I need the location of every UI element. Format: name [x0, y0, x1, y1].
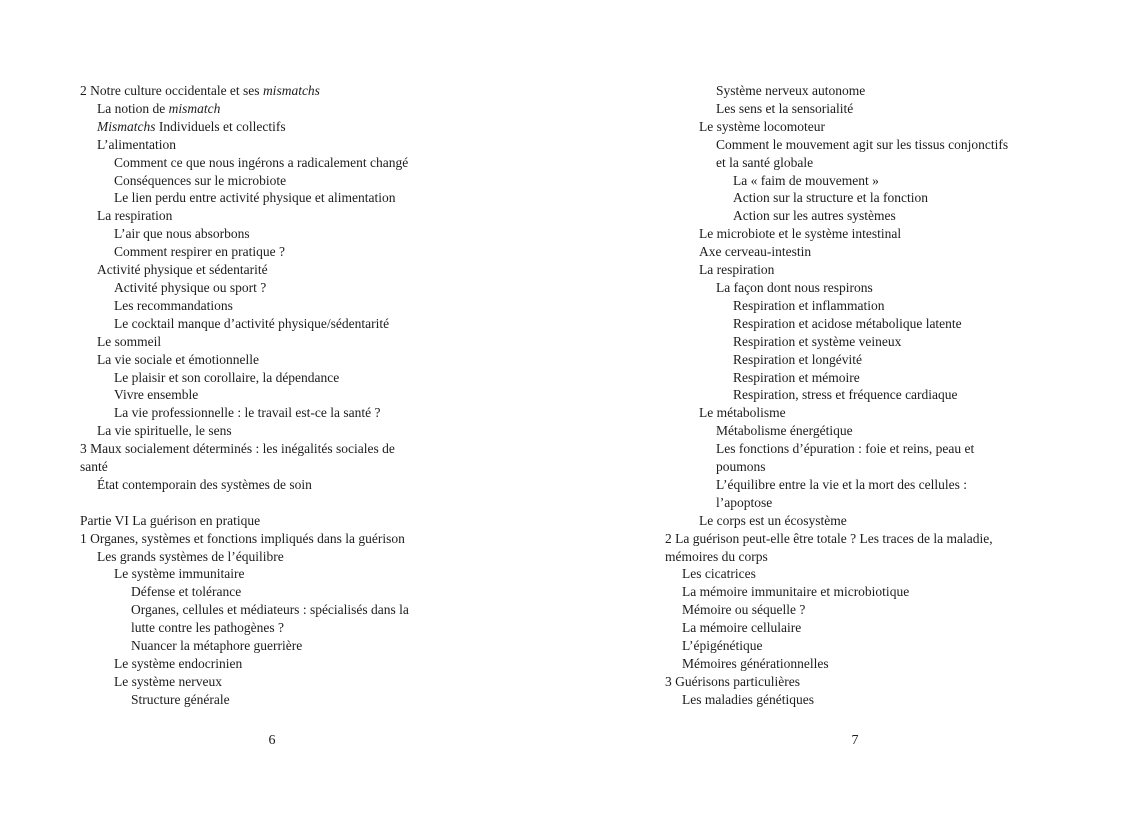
- toc-entry: [80, 386, 425, 404]
- page-number: 6: [268, 733, 276, 748]
- toc-entry: [665, 333, 1010, 351]
- toc-entry: [665, 351, 1010, 369]
- toc-entry-text: Comment respirer en pratique ?: [114, 244, 285, 260]
- toc-entry-text: 3 Guérisons particulières: [665, 673, 800, 689]
- toc-entry-italic: mismatch: [168, 100, 221, 116]
- toc-entry: [80, 154, 425, 172]
- toc-entry-text: La vie professionnelle : le travail est-ce la santé ?: [114, 405, 381, 421]
- toc-entry: [80, 100, 425, 118]
- toc-entry: [665, 512, 1010, 530]
- toc-entry-text: Défense et tolérance: [131, 584, 242, 600]
- toc-entry: [80, 189, 425, 207]
- toc-entry: [665, 691, 1010, 709]
- toc-entry-text: Nuancer la métaphore guerrière: [131, 638, 303, 654]
- toc-entry: [80, 530, 425, 548]
- toc-entry-text: Comment le mouvement agit sur les tissus conjonctifs et la santé globale: [716, 136, 1009, 170]
- toc-entry-text: Les cicatrices: [682, 566, 756, 582]
- toc-entry: [80, 673, 425, 691]
- toc-entry: [80, 172, 425, 190]
- toc-entry-text: L’alimentation: [97, 136, 176, 152]
- toc-entry: [80, 261, 425, 279]
- toc-entry-text: Respiration et longévité: [733, 351, 862, 367]
- toc-entry: [80, 136, 425, 154]
- toc-entry-text: La mémoire immunitaire et microbiotique: [682, 584, 910, 600]
- toc-entry-text: Vivre ensemble: [114, 387, 199, 403]
- toc-entry-text: 1 Organes, systèmes et fonctions impliqués dans la guérison: [80, 530, 405, 546]
- toc-entry-text: Mémoires générationnelles: [682, 656, 829, 671]
- toc-entry: [665, 565, 1010, 583]
- toc-entry: [665, 530, 1010, 566]
- toc-entry-text: Le corps est un écosystème: [699, 512, 847, 528]
- toc-entry: [80, 440, 425, 476]
- toc-entry-text: Action sur les autres systèmes: [733, 208, 896, 224]
- toc-entry-text: Comment ce que nous ingérons a radicalement changé: [114, 154, 409, 170]
- toc-entry-text: La « faim de mouvement »: [733, 172, 879, 188]
- toc-entry-text: Structure générale: [131, 691, 230, 707]
- toc-entry-text: Les maladies génétiques: [682, 691, 814, 707]
- toc-entry-text: Respiration et acidose métabolique latente: [733, 315, 962, 331]
- toc-entry-text: Respiration et mémoire: [733, 369, 860, 385]
- toc-entry: [665, 225, 1010, 243]
- toc-entry: [80, 207, 425, 225]
- toc-entry-text: Individuels et collectifs: [155, 118, 286, 134]
- toc-entry: [665, 440, 1010, 476]
- toc-entry-text: Le plaisir et son corollaire, la dépendance: [114, 369, 340, 385]
- toc-entry: [80, 297, 425, 315]
- toc-entry: [665, 315, 1010, 333]
- toc-entry: [80, 583, 425, 601]
- toc-entry: [80, 279, 425, 297]
- toc-entry-text: Le cocktail manque d’activité physique/sédentarité: [114, 315, 390, 331]
- toc-entry-text: Les grands systèmes de l’équilibre: [97, 548, 284, 564]
- toc-entry-italic: Mismatchs: [97, 118, 156, 134]
- toc-entry: [80, 691, 425, 709]
- toc-entry-text: Les sens et la sensorialité: [716, 100, 854, 116]
- toc-entry-text: Le métabolisme: [699, 405, 786, 421]
- toc-entry-text: La vie spirituelle, le sens: [97, 423, 232, 439]
- toc-entry-text: Respiration et système veineux: [733, 333, 902, 349]
- toc-entry: [80, 243, 425, 261]
- toc-entry-text: Activité physique et sédentarité: [97, 262, 268, 278]
- page-number: 7: [851, 733, 859, 748]
- toc-entry-text: La notion de: [97, 100, 169, 116]
- toc-entry-text: Le système nerveux: [114, 673, 222, 689]
- toc-entry-text: Métabolisme énergétique: [716, 423, 853, 439]
- toc-entry: [80, 118, 425, 136]
- toc-entry: [80, 369, 425, 387]
- toc-entry: [665, 655, 1010, 673]
- toc-entry: [665, 279, 1010, 297]
- table-of-contents-left: [80, 82, 425, 709]
- toc-entry-text: La mémoire cellulaire: [682, 620, 802, 636]
- toc-entry: [665, 476, 1010, 512]
- toc-entry: [80, 333, 425, 351]
- toc-entry: [665, 100, 1010, 118]
- toc-entry-text: Organes, cellules et médiateurs : spécialisés dans la lutte contre les pathogènes ?: [131, 602, 409, 636]
- toc-entry-text: La respiration: [699, 262, 775, 278]
- toc-entry-text: La façon dont nous respirons: [716, 279, 873, 295]
- toc-entry-text: Le sommeil: [97, 333, 162, 349]
- toc-entry-text: Le microbiote et le système intestinal: [699, 226, 902, 242]
- toc-entry-text: Le système locomoteur: [699, 118, 825, 134]
- toc-entry-text: L’équilibre entre la vie et la mort des cellules : l’apoptose: [716, 476, 968, 510]
- toc-entry-text: La vie sociale et émotionnelle: [97, 351, 259, 367]
- toc-entry-text: 2 Notre culture occidentale et ses: [80, 83, 263, 98]
- toc-entry: [80, 225, 425, 243]
- toc-entry-text: Le système immunitaire: [114, 566, 245, 582]
- toc-entry-text: État contemporain des systèmes de soin: [97, 476, 312, 492]
- toc-entry: [80, 82, 425, 100]
- toc-entry: [80, 548, 425, 566]
- toc-entry: [665, 82, 1010, 100]
- table-of-contents-right: [665, 82, 1010, 709]
- toc-entry-text: Activité physique ou sport ?: [114, 279, 267, 295]
- toc-entry: [80, 512, 425, 530]
- toc-entry: [665, 404, 1010, 422]
- toc-entry: [665, 189, 1010, 207]
- toc-entry: [665, 422, 1010, 440]
- toc-entry: [665, 369, 1010, 387]
- toc-entry: [80, 476, 425, 494]
- toc-entry: [80, 655, 425, 673]
- toc-entry-text: Le lien perdu entre activité physique et alimentation: [114, 190, 396, 206]
- toc-entry: [80, 315, 425, 333]
- toc-entry-italic: mismatchs: [262, 83, 320, 98]
- toc-entry-text: Les fonctions d’épuration : foie et reins, peau et poumons: [716, 441, 975, 475]
- toc-entry-text: Action sur la structure et la fonction: [733, 190, 928, 206]
- toc-entry-text: Partie VI La guérison en pratique: [80, 512, 261, 528]
- toc-entry: [665, 297, 1010, 315]
- toc-entry: [665, 243, 1010, 261]
- toc-entry-text: Axe cerveau-intestin: [699, 244, 812, 260]
- toc-entry: [665, 261, 1010, 279]
- toc-entry-text: La respiration: [97, 208, 173, 224]
- toc-entry: [665, 601, 1010, 619]
- toc-entry: [665, 118, 1010, 136]
- toc-entry: [665, 673, 1010, 691]
- toc-entry-text: Conséquences sur le microbiote: [114, 172, 287, 188]
- toc-entry: [665, 386, 1010, 404]
- toc-entry: [80, 601, 425, 637]
- right-page: [565, 0, 1130, 827]
- toc-entry: [80, 637, 425, 655]
- toc-entry-text: Système nerveux autonome: [716, 83, 866, 98]
- toc-entry-text: Respiration, stress et fréquence cardiaque: [733, 387, 958, 403]
- toc-entry: [80, 422, 425, 440]
- toc-entry: [665, 136, 1010, 172]
- toc-entry: [80, 565, 425, 583]
- toc-entry: [665, 637, 1010, 655]
- toc-entry: [665, 172, 1010, 190]
- toc-entry-text: Les recommandations: [114, 297, 233, 313]
- toc-entry-text: 2 La guérison peut-elle être totale ? Les traces de la maladie, mémoires du corps: [665, 530, 993, 564]
- toc-entry-text: 3 Maux socialement déterminés : les inégalités sociales de santé: [80, 441, 395, 475]
- toc-entry: [665, 619, 1010, 637]
- toc-entry-text: L’air que nous absorbons: [114, 226, 250, 242]
- toc-entry-text: Respiration et inflammation: [733, 297, 885, 313]
- toc-entry: [80, 351, 425, 369]
- toc-entry-text: Mémoire ou séquelle ?: [682, 602, 806, 618]
- toc-entry: [665, 583, 1010, 601]
- toc-entry-text: L’épigénétique: [682, 638, 763, 654]
- toc-entry-text: Le système endocrinien: [114, 655, 243, 671]
- toc-entry: [665, 207, 1010, 225]
- toc-entry: [80, 404, 425, 422]
